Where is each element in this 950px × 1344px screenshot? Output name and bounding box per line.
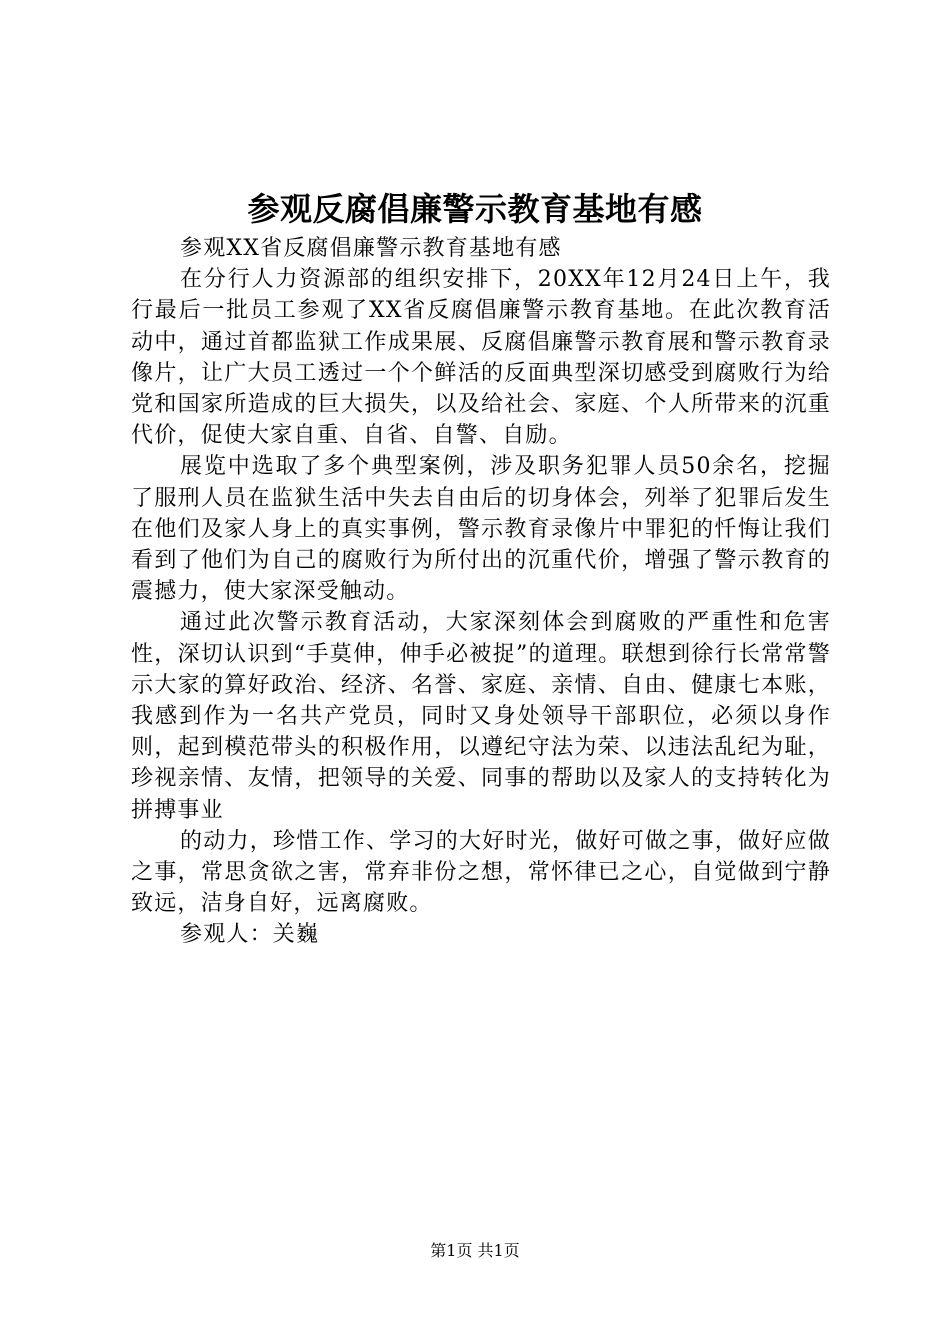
body-paragraph-3: 通过此次警示教育活动，大家深刻体会到腐败的严重性和危害性，深切认识到“手莫伸，伸手必被捉”的道理。联想到徐行长常常警示大家的算好政治、经济、名誉、家庭、亲情、自由、健康七本账，我感到作为一名共产党员，同时又身处领导干部职位，必须以身作则，起到模范带头的积极作用，以遵纪守法为荣、以违法乱纪为耻，珍视亲情、友情，把领导的关爱、同事的帮助以及家人的支持转化为拼搏事业	[131, 610, 831, 823]
body-paragraph-1: 在分行人力资源部的组织安排下，20XX年12月24日上午，我行最后一批员工参观了XX省反腐倡廉警示教育基地。在此次教育活动中，通过首都监狱工作成果展、反腐倡廉警示教育展和警示教育录像片，让广大员工透过一个个鲜活的反面典型深切感受到腐败行为给党和国家所造成的巨大损失，以及给社会、家庭、个人所带来的沉重代价，促使大家自重、自省、自警、自励。	[131, 267, 831, 449]
subtitle-paragraph: 参观XX省反腐倡廉警示教育基地有感	[180, 236, 562, 261]
document-title: 参观反腐倡廉警示教育基地有感	[247, 190, 703, 228]
page-footer: 第1页 共1页	[430, 1241, 520, 1260]
visitor-signature: 参观人：关巍	[180, 922, 320, 948]
body-paragraph-2: 展览中选取了多个典型案例，涉及职务犯罪人员50余名，挖掘了服刑人员在监狱生活中失去自由后的切身体会，列举了犯罪后发生在他们及家人身上的真实事例，警示教育录像片中罪犯的忏悔让我们看到了他们为自己的腐败行为所付出的沉重代价，增强了警示教育的震撼力，使大家深受触动。	[131, 454, 831, 605]
document-body	[131, 233, 831, 951]
body-paragraph-4: 的动力，珍惜工作、学习的大好时光，做好可做之事，做好应做之事，常思贪欲之害，常弃非份之想，常怀律已之心，自觉做到宁静致远，洁身自好，远离腐败。	[131, 828, 831, 917]
